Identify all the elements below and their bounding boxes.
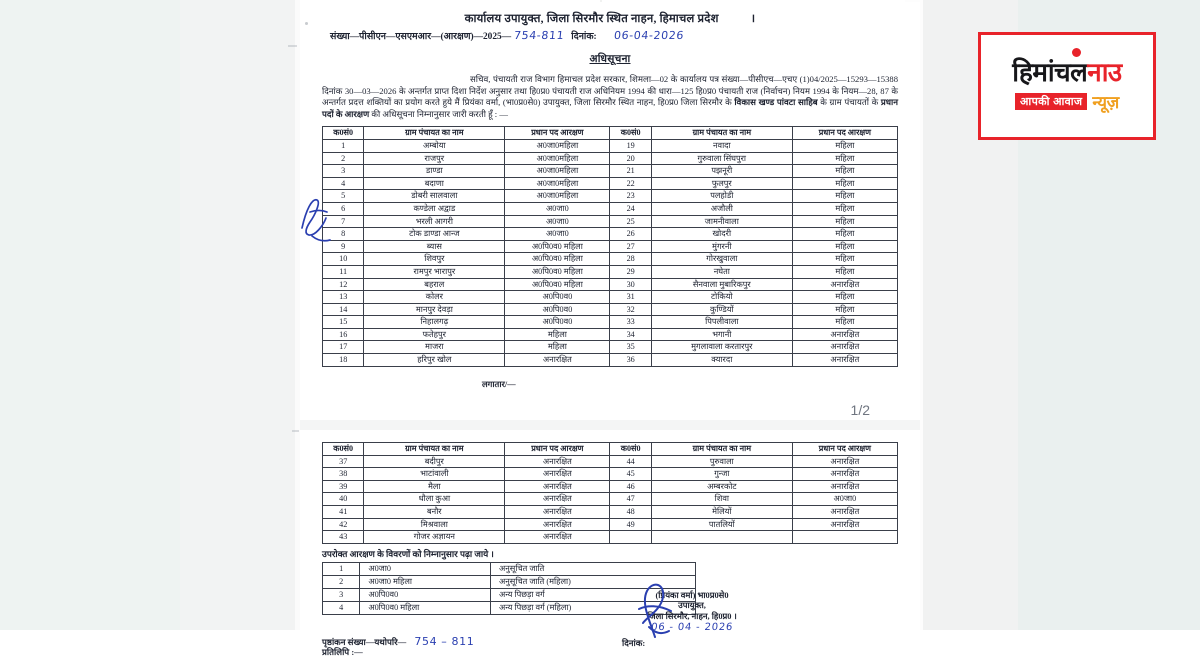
footer-date-label: दिनांक: [622, 637, 646, 648]
cell-panchayat-left: भाटांवाली [364, 468, 505, 481]
cell-serial-left: 12 [323, 278, 364, 291]
reservation-table-page1 [322, 126, 898, 366]
table-row [323, 215, 898, 228]
endorsement-block [322, 634, 475, 657]
cell-reservation-right: अनारक्षित [792, 480, 897, 493]
cell-panchayat-left: डोबरी सालवाला [364, 190, 505, 203]
cell-panchayat-left: बहराल [364, 278, 505, 291]
cell-reservation-right: महिला [792, 190, 897, 203]
col-reservation-right: प्रधान पद आरक्षण [792, 127, 897, 140]
cell-serial-left: 11 [323, 265, 364, 278]
legend-heading: उपरोक्त आरक्षण के विवरणों को निम्नानुसार पढ़ा जाये । [322, 548, 494, 559]
logo-tagline-news: न्यूज़ [1092, 93, 1119, 112]
cell-reservation-right: महिला [792, 316, 897, 329]
notification-heading-text: अधिसूचना [589, 54, 631, 65]
col-reservation-left: प्रधान पद आरक्षण [505, 443, 610, 456]
body-bold-block: विकास खण्ड पांवटा साहिब [734, 97, 818, 108]
cell-panchayat-right: नवादा [651, 139, 792, 152]
col-panchayat-right: ग्राम पंचायत का नाम [651, 443, 792, 456]
cell-panchayat-right: शिवा [651, 493, 792, 506]
reservation-table-page2 [322, 442, 898, 544]
cell-panchayat-right: गुन्जा [651, 468, 792, 481]
cell-reservation-left: अ0जा0महिला [505, 152, 610, 165]
body-bold-reservation: प्रधान पदों के आरक्षण [322, 97, 899, 119]
cell-serial-left: 14 [323, 303, 364, 316]
cell-reservation-right: महिला [792, 228, 897, 241]
scan-speck [288, 45, 297, 47]
cell-panchayat-left: टोक डाण्डा आन्ज [364, 228, 505, 241]
cell-reservation-right: महिला [792, 139, 897, 152]
cell-reservation-right: महिला [792, 165, 897, 178]
legend-code: अ0पि0व0 महिला [360, 601, 491, 614]
logo-tagline [1015, 90, 1119, 113]
table-row [323, 240, 898, 253]
cell-panchayat-right: मुगलावाला करतारपुर [651, 341, 792, 354]
cell-panchayat-left: कोलर [364, 291, 505, 304]
legend-index: 2 [323, 575, 360, 588]
cell-serial-right: 25 [610, 215, 651, 228]
cell-reservation-right: महिला [792, 215, 897, 228]
endorsement-line [322, 634, 475, 648]
cell-panchayat-right: पुरुवाला [651, 455, 792, 468]
cell-reservation-right: अनारक्षित [792, 341, 897, 354]
cell-serial-left: 9 [323, 240, 364, 253]
cell-panchayat-left: कण्डेला अद्वाड [364, 202, 505, 215]
cell-serial-right: 19 [610, 139, 651, 152]
cell-panchayat-right: कुण्डियों [651, 303, 792, 316]
table-row [323, 328, 898, 341]
cell-serial-left: 42 [323, 518, 364, 531]
cell-serial-right: 36 [610, 354, 651, 367]
cell-serial-right: 28 [610, 253, 651, 266]
cell-reservation-left: अनारक्षित [505, 468, 610, 481]
cell-serial-left: 37 [323, 455, 364, 468]
table-header-row [323, 443, 898, 456]
cell-reservation-right: अनारक्षित [792, 328, 897, 341]
cell-serial-right: 44 [610, 455, 651, 468]
page-number: 1/2 [850, 401, 870, 418]
col-serial-right: क0सं0 [610, 127, 651, 140]
col-serial-left: क0सं0 [323, 443, 364, 456]
cell-reservation-right: अनारक्षित [792, 518, 897, 531]
cell-panchayat-left: रामपुर भारापुर [364, 265, 505, 278]
table-row [323, 303, 898, 316]
cell-panchayat-right: पातलियों [651, 518, 792, 531]
cell-panchayat-right: जामनीवाला [651, 215, 792, 228]
cell-reservation-right: अनारक्षित [792, 278, 897, 291]
cell-serial-left: 39 [323, 480, 364, 493]
cell-serial-left: 17 [323, 341, 364, 354]
col-panchayat-left: ग्राम पंचायत का नाम [364, 127, 505, 140]
table-header-row [323, 127, 898, 140]
signatory-post: उपायुक्त, [678, 601, 706, 611]
body-part-1: सचिव, पंचायती राज विभाग हिमाचल प्रदेश सरकार, शिमला—02 के कार्यालय पत्र संख्या—पीसीएच—एचए (1)04/2025—15293—15388 दिनांक 30—03—2026 के अन्तर्गत प्राप्त दिशा निर्देश अनुसार तथा हि0प्र0 पंचायती राज अधिनियम 1994 की धारा—125 हि0प्र0 पंचायती राज (निर्वाचन) नियम 1994 के नियम—28, 87 के अन्तर्गत प्रदत्त शक्तियों का प्रयोग करते हुये मैं प्रियंका वर्मा, (भा0प्र0से0) उपायुक्त, जिला सिरमौर स्थित नाहन, हि0प्र0 जिला सिरमौर के [322, 74, 898, 108]
office-title-end: । [750, 13, 756, 25]
office-title-text: कार्यालय उपायुक्त, जिला सिरमौर स्थित नाहन, हिमाचल प्रदेश [464, 13, 719, 25]
col-panchayat-right: ग्राम पंचायत का नाम [651, 127, 792, 140]
cell-panchayat-left: मिश्रवाला [364, 518, 505, 531]
cell-serial-left: 1 [323, 139, 364, 152]
cell-panchayat-left: भरली आगरी [364, 215, 505, 228]
legend-row [323, 575, 696, 588]
table-row [323, 177, 898, 190]
cell-serial-left: 43 [323, 531, 364, 544]
cell-panchayat-left: डाण्डा [364, 165, 505, 178]
col-panchayat-left: ग्राम पंचायत का नाम [364, 443, 505, 456]
cell-panchayat-right: मुंगरनी [651, 240, 792, 253]
signatory-name: (प्रियंका वर्मा) भा0प्र0से0 [655, 590, 729, 600]
legend-code: अ0पि0व0 [360, 588, 491, 601]
cell-panchayat-right: अम्बरकोट [651, 480, 792, 493]
cell-reservation-left: अ0जा0महिला [505, 177, 610, 190]
cell-reservation-left: अ0पि0व0 महिला [505, 240, 610, 253]
table-row [323, 531, 898, 544]
endorsement-label: पृष्ठांकन संख्या—यथोपरि— [322, 636, 407, 647]
cell-serial-left: 41 [323, 505, 364, 518]
cell-reservation-left: अनारक्षित [505, 518, 610, 531]
cell-serial-right: 29 [610, 265, 651, 278]
cell-panchayat-right: पलहोडी [651, 190, 792, 203]
cell-serial-left: 6 [323, 202, 364, 215]
table-row [323, 228, 898, 241]
table-row [323, 190, 898, 203]
cell-reservation-right: अ0जा0 [792, 493, 897, 506]
logo-word-black: हिमांचल [1012, 57, 1088, 87]
document-date-label: दिनांक: [571, 32, 597, 42]
cell-panchayat-right: फुलपुर [651, 177, 792, 190]
cell-panchayat-right: खोदरी [651, 228, 792, 241]
cell-reservation-left: महिला [505, 341, 610, 354]
legend-meaning: अनुसूचित जाति [491, 562, 696, 575]
cell-serial-right: 32 [610, 303, 651, 316]
cell-reservation-right: अनारक्षित [792, 354, 897, 367]
col-serial-right: क0सं0 [610, 443, 651, 456]
signatory-block [577, 591, 807, 634]
cell-reservation-left: अनारक्षित [505, 505, 610, 518]
cell-serial-right: 24 [610, 202, 651, 215]
cell-reservation-right: महिला [792, 240, 897, 253]
cell-serial-right: 26 [610, 228, 651, 241]
cell-serial-right: 31 [610, 291, 651, 304]
table-row [323, 291, 898, 304]
table-row [323, 202, 898, 215]
cell-panchayat-right: गोरखुवाला [651, 253, 792, 266]
notification-body [322, 74, 898, 120]
cell-serial-right: 46 [610, 480, 651, 493]
notification-heading [322, 52, 898, 66]
scanned-document [300, 0, 920, 657]
cell-reservation-right: महिला [792, 291, 897, 304]
table-row [323, 165, 898, 178]
col-serial-left: क0सं0 [323, 127, 364, 140]
cell-serial-left: 16 [323, 328, 364, 341]
cell-serial-left: 18 [323, 354, 364, 367]
cell-panchayat-right: पझनूरी [651, 165, 792, 178]
cell-reservation-left: महिला [505, 328, 610, 341]
document-date-value: 06-04-2026 [612, 29, 685, 42]
cell-reservation-left: अ0जा0महिला [505, 165, 610, 178]
scan-speck [292, 430, 299, 432]
cell-panchayat-left: गोजर अज्ञायन [364, 531, 505, 544]
cell-reservation-left: अ0जा0 [505, 202, 610, 215]
copy-label: प्रतिलिपि :— [322, 646, 363, 657]
cell-panchayat-left: फतेहपुर [364, 328, 505, 341]
cell-panchayat-right: क्यारदा [651, 354, 792, 367]
table-row [323, 468, 898, 481]
cell-serial-left: 8 [323, 228, 364, 241]
office-title [322, 11, 898, 26]
table-row [323, 518, 898, 531]
cell-serial-right: 27 [610, 240, 651, 253]
backdrop-band-far-left [0, 0, 180, 630]
table-row [323, 253, 898, 266]
legend-meaning: अन्य पिछड़ा वर्ग [491, 588, 696, 601]
cell-serial-right: 34 [610, 328, 651, 341]
scan-speck [305, 22, 308, 25]
table-row [323, 265, 898, 278]
cell-reservation-left: अनारक्षित [505, 455, 610, 468]
cell-panchayat-right: टोकियो [651, 291, 792, 304]
cell-serial-right: 30 [610, 278, 651, 291]
page-separator [300, 420, 920, 430]
cell-serial-left: 5 [323, 190, 364, 203]
cell-reservation-left: अ0पि0व0 महिला [505, 278, 610, 291]
cell-reservation-left: अ0पि0व0 [505, 303, 610, 316]
cell-reservation-left: अनारक्षित [505, 480, 610, 493]
legend-meaning: अन्य पिछड़ा वर्ग (महिला) [491, 601, 696, 614]
cell-panchayat-left: धौला कुआ [364, 493, 505, 506]
cell-reservation-right: महिला [792, 152, 897, 165]
cell-serial-right: 47 [610, 493, 651, 506]
cell-reservation-left: अनारक्षित [505, 531, 610, 544]
cell-reservation-left: अ0जा0महिला [505, 190, 610, 203]
cell-serial-right: 33 [610, 316, 651, 329]
cell-panchayat-left: राजपुर [364, 152, 505, 165]
cell-reservation-right: अनारक्षित [792, 505, 897, 518]
legend-code: अ0जा0 [360, 562, 491, 575]
cell-reservation-left: अ0पि0व0 [505, 316, 610, 329]
cell-serial-left: 10 [323, 253, 364, 266]
table-row [323, 139, 898, 152]
table-row [323, 316, 898, 329]
table-row [323, 341, 898, 354]
endorsement-value: 754 – 811 [414, 634, 475, 648]
cell-panchayat-left: ब्यास [364, 240, 505, 253]
cell-panchayat-left: मानपुर देवड़ा [364, 303, 505, 316]
cell-panchayat-right [651, 531, 792, 544]
cell-serial-right: 21 [610, 165, 651, 178]
cell-reservation-left: अनारक्षित [505, 493, 610, 506]
signatory-date: 06 - 04 - 2026 [650, 622, 734, 634]
cell-reservation-left: अ0पि0व0 [505, 291, 610, 304]
table-row [323, 505, 898, 518]
cell-reservation-left: अनारक्षित [505, 354, 610, 367]
logo-dot-icon [1072, 48, 1081, 57]
cell-panchayat-right: मेलियों [651, 505, 792, 518]
cell-serial-right: 20 [610, 152, 651, 165]
col-reservation-right: प्रधान पद आरक्षण [792, 443, 897, 456]
cell-serial-left: 2 [323, 152, 364, 165]
signatory-office: जिला सिरमौर, नाहन, हि0प्र0 । [647, 611, 737, 621]
table-row [323, 354, 898, 367]
body-part-3: की अधिसूचना निम्नानुसार जारी करती हूँ : — [369, 108, 508, 119]
table-row [323, 455, 898, 468]
cell-panchayat-left: माजरा [364, 341, 505, 354]
cell-serial-left: 3 [323, 165, 364, 178]
cell-serial-left: 7 [323, 215, 364, 228]
cell-panchayat-left: शिवपुर [364, 253, 505, 266]
cell-serial-left: 15 [323, 316, 364, 329]
logo-wordmark [1012, 59, 1121, 85]
table-row [323, 278, 898, 291]
cell-panchayat-left: हरिपुर खोल [364, 354, 505, 367]
cell-panchayat-left: अम्बोया [364, 139, 505, 152]
cell-panchayat-right: भगानी [651, 328, 792, 341]
cell-reservation-right: महिला [792, 177, 897, 190]
logo-tagline-chip: आपकी आवाज [1015, 93, 1087, 110]
continued-marker: लगातार/— [482, 379, 516, 389]
table-row [323, 152, 898, 165]
cell-reservation-right: महिला [792, 202, 897, 215]
cell-serial-left: 13 [323, 291, 364, 304]
legend-row [323, 562, 696, 575]
cell-panchayat-right: गुरुवाला सिंघपुरा [651, 152, 792, 165]
cell-reservation-left: अ0जा0महिला [505, 139, 610, 152]
table-row [323, 493, 898, 506]
body-part-2: के ग्राम पंचायतों के [817, 97, 881, 108]
document-page-2 [300, 430, 920, 657]
cell-reservation-left: अ0जा0 [505, 215, 610, 228]
cell-reservation-left: अ0जा0 [505, 228, 610, 241]
cell-reservation-right: महिला [792, 253, 897, 266]
legend-index: 4 [323, 601, 360, 614]
cell-serial-left: 4 [323, 177, 364, 190]
document-page-1 [300, 2, 920, 420]
cell-panchayat-left: बनौर [364, 505, 505, 518]
document-number-line [322, 29, 898, 42]
cell-reservation-left: अ0पि0व0 महिला [505, 253, 610, 266]
cell-panchayat-right: नघेता [651, 265, 792, 278]
cell-reservation-right: महिला [792, 265, 897, 278]
legend-meaning: अनुसूचित जाति (महिला) [491, 575, 696, 588]
cell-panchayat-left: बदाणा [364, 177, 505, 190]
cell-panchayat-left: निहालगढ़ [364, 316, 505, 329]
cell-panchayat-right: पिपलीवाला [651, 316, 792, 329]
legend-code: अ0जा0 महिला [360, 575, 491, 588]
cell-panchayat-right: अजौली [651, 202, 792, 215]
cell-serial-right: 45 [610, 468, 651, 481]
cell-reservation-right: महिला [792, 303, 897, 316]
legend-index: 3 [323, 588, 360, 601]
cell-serial-right: 35 [610, 341, 651, 354]
legend-index: 1 [323, 562, 360, 575]
cell-serial-left: 38 [323, 468, 364, 481]
cell-serial-right: 49 [610, 518, 651, 531]
cell-reservation-right: अनारक्षित [792, 468, 897, 481]
cell-reservation-right [792, 531, 897, 544]
cell-panchayat-left: बदीपुर [364, 455, 505, 468]
cell-reservation-left: अ0पि0व0 महिला [505, 265, 610, 278]
cell-panchayat-left: मैला [364, 480, 505, 493]
cell-serial-right: 22 [610, 177, 651, 190]
cell-serial-right: 48 [610, 505, 651, 518]
cell-serial-left: 40 [323, 493, 364, 506]
table-row [323, 480, 898, 493]
document-number-label: संख्या—पीसीएन—एसएमआर—(आरक्षण)—2025— [330, 32, 512, 42]
cell-serial-right: 23 [610, 190, 651, 203]
cell-panchayat-right: सैनवाला मुबारिकपुर [651, 278, 792, 291]
backdrop-band-left [180, 0, 295, 630]
document-number-value: 754-811 [513, 29, 565, 42]
logo-word-red: नाउ [1087, 57, 1122, 87]
himachal-now-news-logo [978, 32, 1156, 140]
cell-serial-right [610, 531, 651, 544]
col-reservation-left: प्रधान पद आरक्षण [505, 127, 610, 140]
cell-reservation-right: अनारक्षित [792, 455, 897, 468]
